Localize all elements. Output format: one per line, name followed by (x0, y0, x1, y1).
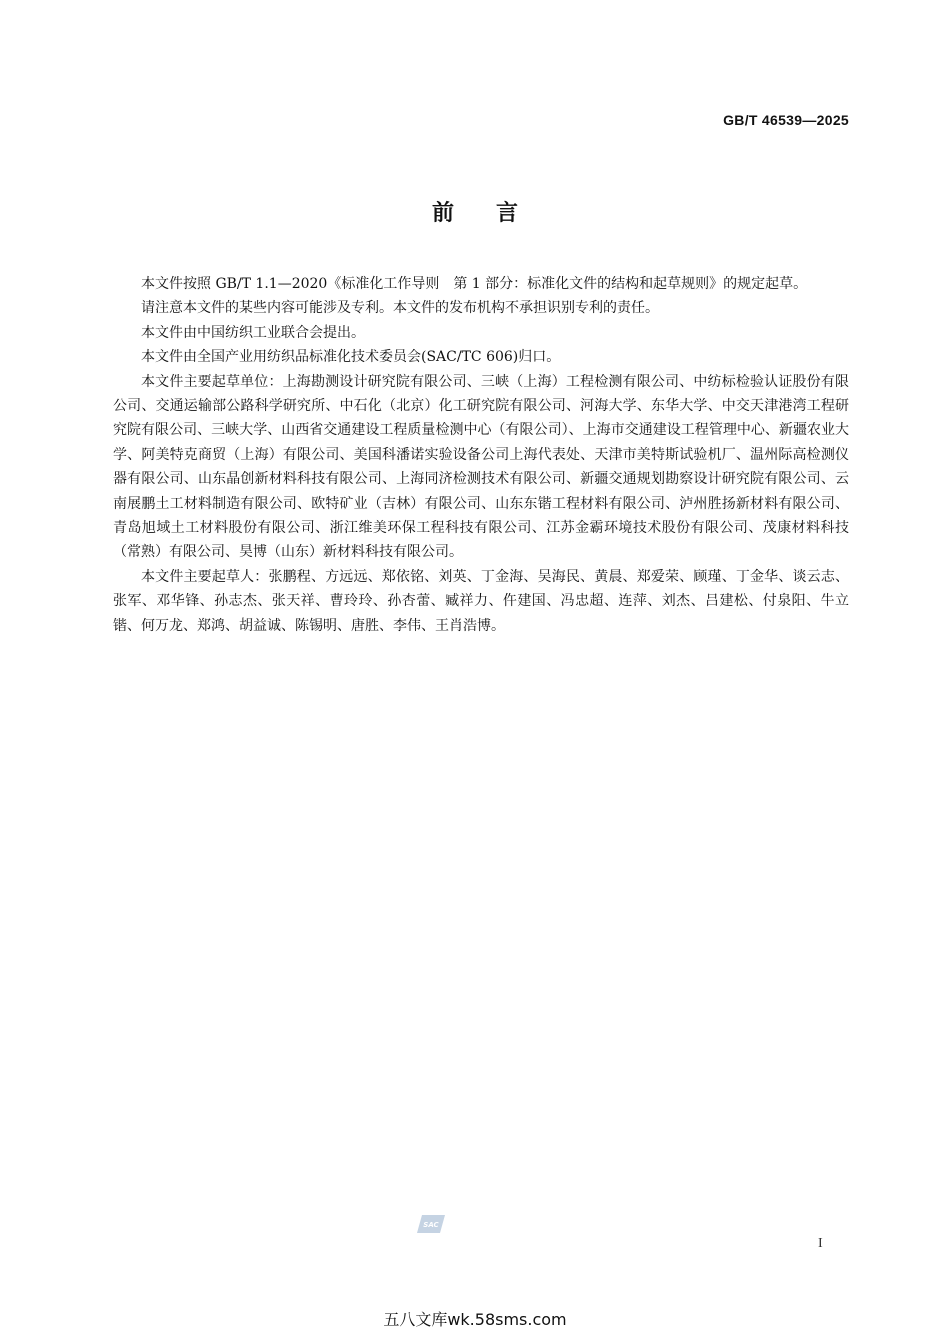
paragraph-proposer: 本文件由中国纺织工业联合会提出。 (141, 324, 365, 341)
paragraph-drafting-rules: 本文件按照 GB/T 1.1—2020《标准化工作导则 第 1 部分：标准化文件的结构和起草规则》的规定起草。 (141, 276, 808, 292)
foreword-body (113, 272, 849, 638)
site-watermark: 五八文库wk.58sms.com (383, 1310, 567, 1329)
standard-number: GB/T 46539—2025 (723, 112, 849, 128)
paragraph-drafting-organizations: 本文件主要起草单位：上海勘测设计研究院有限公司、三峡（上海）工程检测有限公司、中纺标检验认证股份有限公司、交通运输部公路科学研究所、中石化（北京）化工研究院有限公司、河海大学、东华大学、中交天津港湾工程研究院有限公司、三峡大学、山西省交通建设工程质量检测中心（有限公司）、上海市交通建设工程管理中心、新疆农业大学、阿美特克商贸（上海）有限公司、美国科潘诺实验设备公司上海代表处、天津市美特斯试验机厂、温州际高检测仪器有限公司、山东晶创新材料科技有限公司、上海同济检测技术有限公司、新疆交通规划勘察设计研究院有限公司、云南展鹏土工材料制造有限公司、欧特矿业（吉林）有限公司、山东东锴工程材料有限公司、泸州胜扬新材料有限公司、青岛旭域土工材料股份有限公司、浙江维美环保工程科技有限公司、江苏金霸环境技术股份有限公司、茂康材料科技（常熟）有限公司、昊博（山东）新材料科技有限公司。 (113, 373, 849, 561)
sac-logo-text: SAC (423, 1221, 439, 1229)
page-number: I (818, 1236, 823, 1251)
paragraph-drafters: 本文件主要起草人：张鹏程、方远远、郑依铭、刘英、丁金海、吴海民、黄晨、郑爱荣、顾瑾、丁金华、谈云志、张军、邓华锋、孙志杰、张天祥、曹玲玲、孙杏蕾、臧祥力、仵建国、冯忠超、连萍、刘杰、吕建松、付泉阳、牛立锴、何万龙、郑鸿、胡益诚、陈锡明、唐胜、李伟、王肖浩博。 (113, 568, 849, 634)
sac-logo-icon (416, 1212, 446, 1236)
paragraph-patent-notice: 请注意本文件的某些内容可能涉及专利。本文件的发布机构不承担识别专利的责任。 (141, 300, 659, 317)
paragraph-technical-committee: 本文件由全国产业用纺织品标准化技术委员会(SAC/TC 606)归口。 (141, 349, 561, 366)
page-title: 前言 (431, 201, 560, 226)
